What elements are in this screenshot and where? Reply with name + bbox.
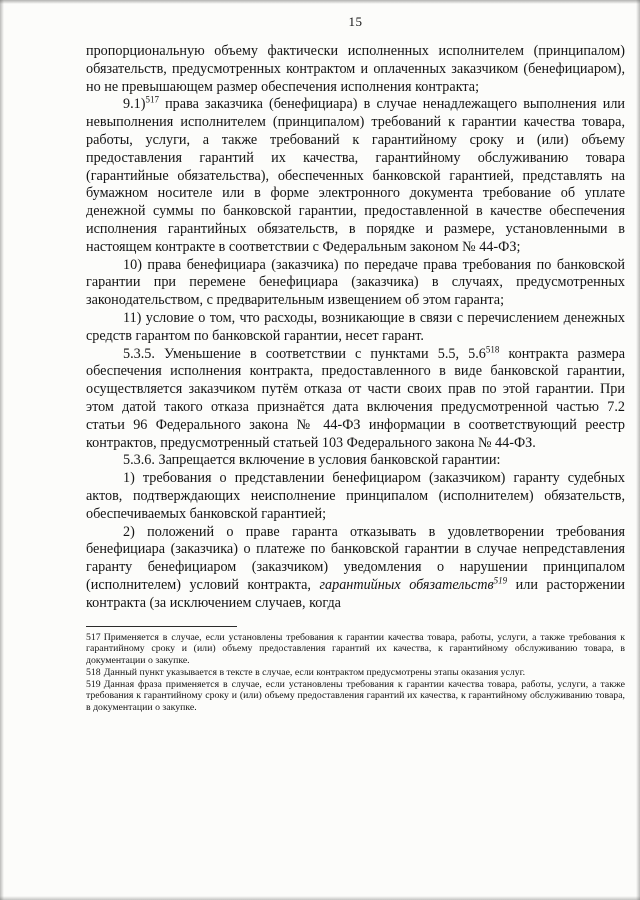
footnote-ref: 517 [145, 94, 159, 105]
footnote-text: Применяется в случае, если установлены требования к гарантии качества товара, работы, услуги, а также требования к гарантийному сроку и (или) объему предоставления гарантий их качества, к гарантийному обслуживанию товара, в документации о закупке. [86, 631, 625, 667]
footnote [86, 667, 625, 679]
footnotes [86, 632, 625, 715]
paragraph [86, 452, 625, 470]
scan-edge-top [0, 0, 640, 4]
paragraph [86, 96, 625, 256]
scan-edge-right [636, 0, 640, 900]
text-segment: контракта размера обеспечения исполнения контракта, предоставленного в виде банковской гарантии, осуществляется заказчиком путём отказа от части своих прав по этой гарантии. При этом датой такого отказа признаётся дата включения предусмотренной частью 7.2 статьи 96 Федерального закона № 44-ФЗ информации в соответствующий реестр контрактов, предусмотренный статьей 103 Федерального закона № 44-ФЗ. [86, 345, 625, 451]
paragraph [86, 470, 625, 523]
text-segment: 10) права бенефициара (заказчика) по передаче права требования по банковской гарантии при перемене бенефициара (заказчика) в случаях, предусмотренных законодательством, с предварительным извещением об этом гаранта; [86, 256, 625, 309]
footnote-ref: 518 [485, 343, 500, 354]
footnote-marker: 518 [86, 666, 101, 678]
footnote-text: Данная фраза применяется в случае, если установлены требования к гарантии качества товара, работы, услуги, а также требования к гарантийному сроку и (или) объему предоставления гарантий их качества, к гарантийному обслуживанию товара, в документации о закупке. [86, 678, 625, 714]
scan-edge-bottom [0, 896, 640, 900]
text-segment: 2) положений о праве гаранта отказывать в удовлетворении требования бенефициара (заказчика) о платеже по банковской гарантии в случае непредставления гаранту бенефициаром (заказчиком) уведомления о нарушении принципалом (исполнителем) условий контракта, [86, 523, 625, 593]
text-segment: 11) условие о том, что расходы, возникающие в связи с перечислением денежных средств гарантом по банковской гарантии, несет гарант. [86, 309, 625, 344]
text-segment: пропорциональную объему фактически исполненных исполнителем (принципалом) обязательств, предусмотренных контрактом и оплаченных заказчиком (бенефициаром), но не превышающем размер обеспечения исполнения контракта; [86, 43, 625, 95]
document-body [86, 43, 625, 613]
footnote [86, 632, 625, 667]
text-segment: гарантийных обязательств [319, 576, 494, 593]
text-segment: 5.3.5. Уменьшение в соответствии с пунктами 5.5, 5.6 [123, 345, 486, 362]
text-segment: 9.1) [123, 96, 146, 113]
scan-edge-left [0, 0, 4, 900]
footnote-ref: 519 [493, 575, 508, 586]
footnote-separator [86, 626, 237, 627]
text-segment: 1) требования о представлении бенефициаром (заказчиком) гаранту судебных актов, подтверждающих неисполнение принципалом (исполнителем) обязательств, обеспечиваемых банковской гарантией; [86, 470, 625, 522]
paragraph [86, 310, 625, 346]
paragraph [86, 43, 625, 96]
text-segment: или расторжении контракта (за исключением случаев, когда [86, 576, 626, 611]
text-segment: права заказчика (бенефициара) в случае ненадлежащего выполнения или невыполнения исполнителем (принципалом) требований к гарантии качества товара, работы, услуги, а также требований к гарантийному сроку и (или) объему предоставления гарантий их качества, гарантийному обслуживанию товара (гарантийные обязательства), обеспеченных банковской гарантией, представлять на бумажном носителе или в форме электронного документа требование об уплате денежной суммы по банковской гарантии, предоставленной в качестве обеспечения исполнения гарантийных обязательств, в порядке и размере, установленными в настоящем контракте в соответствии с Федеральным законом № 44-ФЗ; [86, 96, 625, 255]
footnote-text: Данный пункт указывается в тексте в случае, если контрактом предусмотрены этапы оказания услуг. [103, 666, 526, 678]
paragraph [86, 343, 625, 453]
text-segment: 5.3.6. Запрещается включение в условия банковской гарантии: [123, 452, 501, 469]
footnote-marker: 519 [86, 678, 101, 690]
paragraph [86, 524, 625, 613]
footnote [86, 679, 625, 714]
paragraph [86, 257, 625, 310]
page-number: 15 [348, 14, 363, 29]
footnote-marker: 517 [86, 631, 101, 643]
